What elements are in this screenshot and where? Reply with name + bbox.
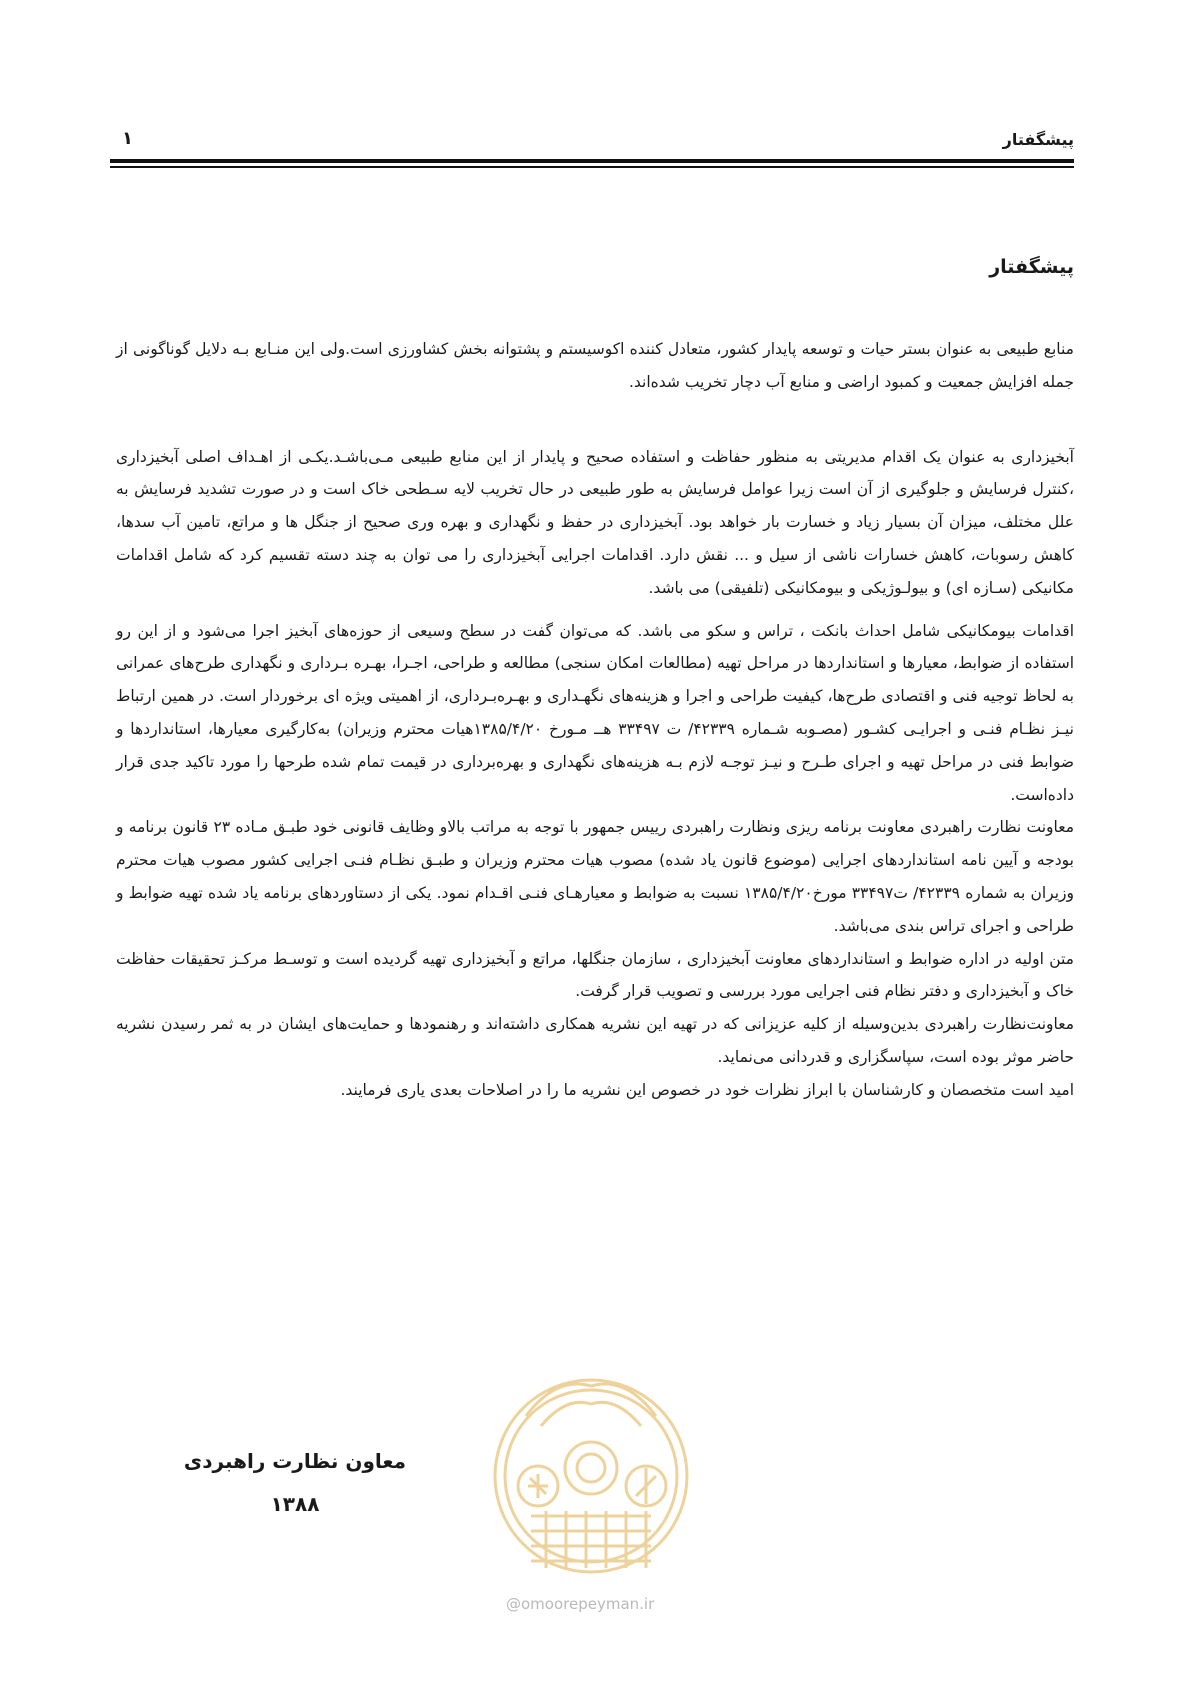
paragraph-1: منابع طبیعی به عنوان بستر حیات و توسعه پایدار کشور، متعادل کننده اکوسیستم و پشتوانه بخش کشاورزی است.ولی این منـابع بـه دلایل گوناگونی از جمله افزایش جمعیت و کمبود اراضی و منابع آب دچار تخریب شده‌اند. (116, 340, 1074, 391)
signature (180, 1446, 410, 1516)
header-title: پیشگفتار (1002, 130, 1074, 149)
page-number: ۱ (122, 128, 133, 149)
paragraph-6: معاونت‌نظارت راهبردی بدین‌وسیله از کلیه عزیزانی که در تهیه این نشریه همکاری داشته‌اند و رهنمودها و حمایت‌های ایشان در به ثمر رسیدن نشریه حاضر موثر بوده است، سپاسگزاری و قدردانی می‌نماید. (116, 1015, 1074, 1066)
watermark-text: @omoorepeyman.ir (506, 1595, 655, 1613)
signature-year: ۱۳۸۸ (270, 1492, 320, 1516)
header-rule (110, 159, 1074, 168)
header-rule-thick (110, 159, 1074, 163)
paragraph-4: معاونت نظارت راهبردی معاونت برنامه ریزی ونظارت راهبردی رییس جمهور با توجه به مراتب بالاو وظایف قانونی خود طبـق مـاده ۲۳ قانون برنامه و بودجه و آیین نامه استانداردهای اجرایی (موضوع قانون یاد شده) مصوب هیات محترم وزیران و طبـق نظـام فنـی اجرایی کشور مصوب هیات محترم وزیران به شماره ۴۲۳۳۹/ ت۳۳۴۹۷ مورخ۱۳۸۵/۴/۲۰ نسبت به ضوابط و معیارهـای فنـی اقـدام نمود. یکی از دستاوردهای برنامه یاد شده تهیه ضوابط و طراحی و اجرای تراس بندی می‌باشد. (116, 818, 1074, 935)
paragraph-7: امید است متخصصان و کارشناسان با ابراز نظرات خود در خصوص این نشریه ما را در اصلاحات بعدی یاری فرمایند. (340, 1080, 1074, 1099)
watermark-seal-icon (486, 1356, 696, 1596)
paragraph-2: آبخیزداری به عنوان یک اقدام مدیریتی به منظور حفاظت و استفاده صحیح و پایدار از این منابع طبیعی مـی‌باشـد.یکـی از اهـداف اصلی آبخیزداری ،کنترل فرسایش و جلوگیری از آن است زیرا عوامل فرسایش به طور طبیعی در حال تخریب لایه سـطحی خاک است و در صورت تشدید فرسایش به علل مختلف، میزان آن بسیار زیاد و خسارت بار خواهد بود. آبخیزداری در حفظ و نگهداری و بهره وری صحیح از جنگل ها و مراتع، تامین آب سدها، کاهش رسوبات، کاهش خسارات ناشی از سیل و ... نقش دارد. اقدامات اجرایی آبخیزداری را می توان به چند دسته تقسیم کرد که شامل اقدامات مکانیکی (سـازه ای) و بیولـوژیکی و بیومکانیکی (تلفیقی) می باشد. (116, 447, 1074, 597)
body-text (116, 333, 1074, 1107)
signature-name: معاون نظارت راهبردی (183, 1449, 407, 1473)
section-title: پیشگفتار (989, 256, 1074, 278)
page-header (110, 128, 1074, 158)
header-rule-thin (110, 166, 1074, 168)
paragraph-3: اقدامات بیومکانیکی شامل احداث بانکت ، تراس و سکو می باشد. که می‌توان گفت در سطح وسیعی از حوزه‌های آبخیز اجرا می‌شود و از این رو استفاده از ضوابط، معیارها و استانداردها در مراحل تهیه (مطالعات امکان سنجی) مطالعه و طراحی، اجـرا، بهـره بـرداری و نگهداری طرح‌های عمرانی به لحاظ توجیه فنی و اقتصادی طرح‌ها، کیفیت طراحی و اجرا و هزینه‌های نگهـداری و بهـره‌بـرداری، از اهمیتی ویژه ای برخوردار است. در همین ارتباط نیـز نظـام فنـی و اجرایـی کشـور (مصـوبه شـماره ۴۲۳۳۹/ ت ۳۳۴۹۷ هــ مـورخ ۱۳۸۵/۴/۲۰هیات محترم وزیران) به‌کارگیری معیارها، استانداردها و ضوابط فنی در مراحل تهیه و اجرای طـرح و نیـز توجـه لازم بـه هزینه‌های نگهداری و بهره‌برداری در قیمت تمام شده طرحها را مورد تاکید جدی قرار داده‌است. (116, 621, 1074, 804)
paragraph-5: متن اولیه در اداره ضوابط و استانداردهای معاونت آبخیزداری ، سازمان جنگلها، مراتع و آبخیزداری تهیه گردیده است و توسـط مرکـز تحقیقات حفاظت خاک و آبخیزداری و دفتر نظام فنی اجرایی مورد بررسی و تصویب قرار گرفت. (116, 949, 1074, 1001)
